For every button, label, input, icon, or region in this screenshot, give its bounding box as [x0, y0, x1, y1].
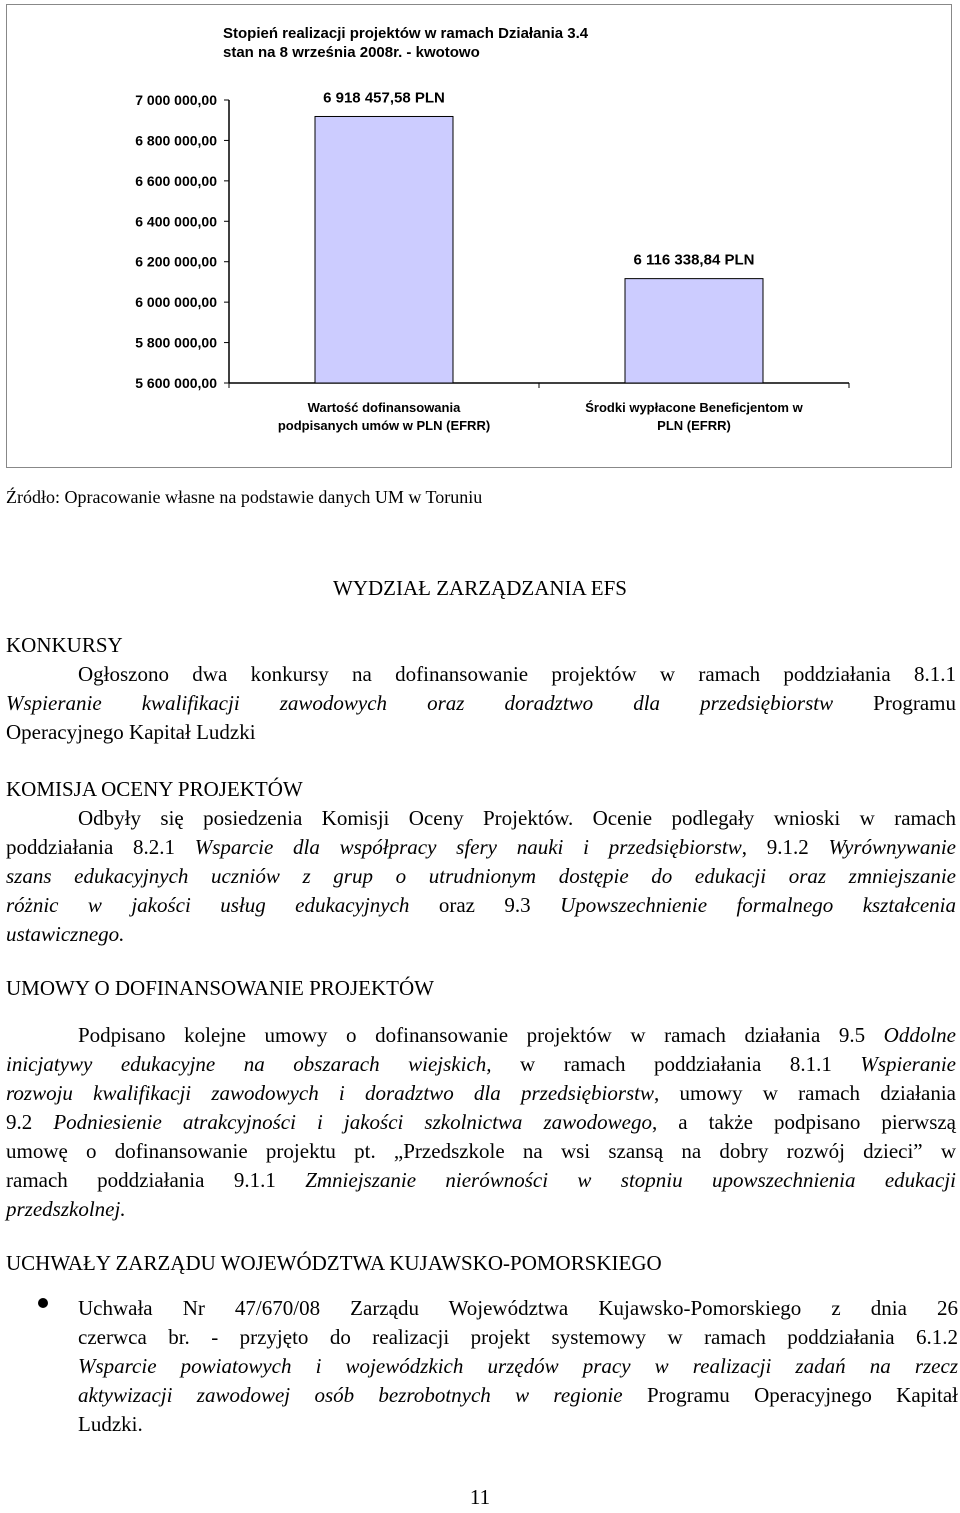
x-category-label: podpisanych umów w PLN (EFRR): [277, 418, 491, 433]
bullet-icon: [38, 1298, 48, 1308]
bar-value-label: 6 116 338,84 PLN: [633, 251, 755, 269]
y-tick-label: 7 000 000,00: [135, 92, 217, 108]
uchwaly-heading: UCHWAŁY ZARZĄDU WOJEWÓDZTWA KUJAWSKO-POMORSKIEGO: [6, 1251, 662, 1275]
text: Programu Operacyjnego Kapitał: [622, 1383, 958, 1407]
text: Uchwała Nr 47/670/08 Zarządu Województwa Kujawsko-Pomorskiego z dnia 26: [78, 1296, 958, 1320]
komisja-heading: KOMISJA OCENY PROJEKTÓW: [6, 777, 303, 801]
komisja-line-4: [6, 891, 956, 920]
y-tick-label: 5 600 000,00: [135, 375, 217, 391]
komisja-line-3: [6, 862, 956, 891]
bullet-line-2: [78, 1323, 958, 1352]
text-italic: Wsparcie dla współpracy sfery nauki i przedsiębiorstw: [194, 835, 742, 859]
y-tick-label: 6 000 000,00: [135, 294, 217, 311]
text-italic: inicjatywy edukacyjne na obszarach wiejskich,: [6, 1052, 492, 1076]
umowy-heading: UMOWY O DOFINANSOWANIE PROJEKTÓW: [6, 976, 434, 1000]
y-tick-label: 6 400 000,00: [135, 213, 217, 230]
text: umowę o dofinansowanie projektu pt. „Przedszkole na wsi szansą na dobry rozwój dzieci” w: [6, 1139, 956, 1163]
komisja-line-5: [6, 920, 956, 949]
bar: [625, 279, 763, 383]
text: , 9.1.2: [741, 835, 829, 859]
text-italic: przedszkolnej.: [6, 1197, 126, 1221]
y-tick-label: 6 200 000,00: [135, 253, 217, 270]
text-italic: Podniesienie atrakcyjności i jakości szkolnictwa zawodowego: [53, 1110, 652, 1134]
text-italic: Zmniejszanie nierówności w stopniu upowszechnienia edukacji: [305, 1168, 956, 1192]
text-italic: aktywizacji zawodowej osób bezrobotnych w regionie: [78, 1383, 623, 1407]
umowy-line-5: [6, 1137, 956, 1166]
text: ramach poddziałania 9.1.1: [6, 1168, 306, 1192]
konkursy-line-3: Operacyjnego Kapitał Ludzki: [6, 720, 256, 744]
source-note: Źródło: Opracowanie własne na podstawie danych UM w Toruniu: [6, 487, 483, 507]
bar: [315, 116, 453, 383]
umowy-line-6: [6, 1166, 956, 1195]
y-tick-label: 6 800 000,00: [135, 132, 217, 149]
chart-title-line1: Stopień realizacji projektów w ramach Działania 3.4: [223, 25, 589, 42]
text-italic: Wspieranie kwalifikacji zawodowych oraz doradztwo dla przedsiębiorstw: [6, 691, 834, 715]
x-category-label: Środki wypłacone Beneficjentom w: [585, 400, 803, 415]
komisja-line-1: [6, 804, 956, 833]
x-category-label: Wartość dofinansowania: [307, 400, 461, 415]
text: Podpisano kolejne umowy o dofinansowanie projektów w ramach działania 9.5: [78, 1023, 884, 1047]
text-italic: szans edukacyjnych uczniów z grup o utrudnionym dostępie do edukacji oraz zmniejszanie: [6, 864, 956, 888]
text-italic: Upowszechnienie formalnego kształcenia: [560, 893, 956, 917]
text: , a także podpisano pierwszą: [651, 1110, 957, 1134]
text-italic: Wyrównywanie: [828, 835, 956, 859]
bullet-line-3: [78, 1352, 958, 1381]
text-italic: ustawicznego.: [6, 922, 125, 946]
y-tick-label: 6 600 000,00: [135, 172, 217, 189]
umowy-line-3: [6, 1079, 956, 1108]
text-italic: Wsparcie powiatowych i wojewódzkich urzędów pracy w realizacji zadań na rzecz: [78, 1354, 958, 1378]
text-italic: różnic w jakości usług edukacyjnych: [6, 893, 410, 917]
text-italic: Wspieranie: [860, 1052, 956, 1076]
bar-chart: [7, 5, 951, 467]
text: poddziałania 8.2.1: [6, 835, 195, 859]
y-tick-label: 5 800 000,00: [135, 334, 217, 351]
umowy-line-7: [6, 1195, 956, 1224]
bar-value-label: 6 918 457,58 PLN: [323, 89, 445, 107]
bullet-line-5: Ludzki.: [78, 1412, 143, 1436]
text: czerwca br. - przyjęto do realizacji projekt systemowy w ramach poddziałania 6.1.2: [78, 1325, 958, 1349]
text: oraz 9.3: [409, 893, 561, 917]
text: 9.2: [6, 1110, 54, 1134]
umowy-line-2: [6, 1050, 956, 1079]
bullet-line-4: [78, 1381, 958, 1410]
text: Ogłoszono dwa konkursy na dofinansowanie projektów w ramach poddziałania 8.1.1: [78, 662, 956, 686]
konkursy-line-1: [6, 660, 956, 689]
department-heading: WYDZIAŁ ZARZĄDZANIA EFS: [333, 576, 627, 600]
konkursy-line-2: [6, 689, 956, 718]
chart-title-line2: stan na 8 września 2008r. - kwotowo: [223, 44, 480, 61]
umowy-line-4: [6, 1108, 956, 1137]
bullet-line-1: [78, 1294, 958, 1323]
text: Odbyły się posiedzenia Komisji Oceny Projektów. Ocenie podlegały wnioski w ramach: [78, 806, 956, 830]
x-category-label: PLN (EFRR): [657, 418, 731, 433]
text-italic: rozwoju kwalifikacji zawodowych i doradztwo dla przedsiębiorstw: [6, 1081, 655, 1105]
text: Programu: [833, 691, 956, 715]
bullet-item: [78, 1294, 958, 1439]
komisja-line-2: [6, 833, 956, 862]
text-italic: Oddolne: [883, 1023, 956, 1047]
text: , umowy w ramach działania: [654, 1081, 956, 1105]
text: w ramach poddziałania 8.1.1: [491, 1052, 861, 1076]
page-number: 11: [469, 1485, 491, 1509]
chart-frame: [6, 4, 952, 468]
umowy-line-1: [6, 1021, 956, 1050]
konkursy-heading: KONKURSY: [6, 633, 123, 657]
